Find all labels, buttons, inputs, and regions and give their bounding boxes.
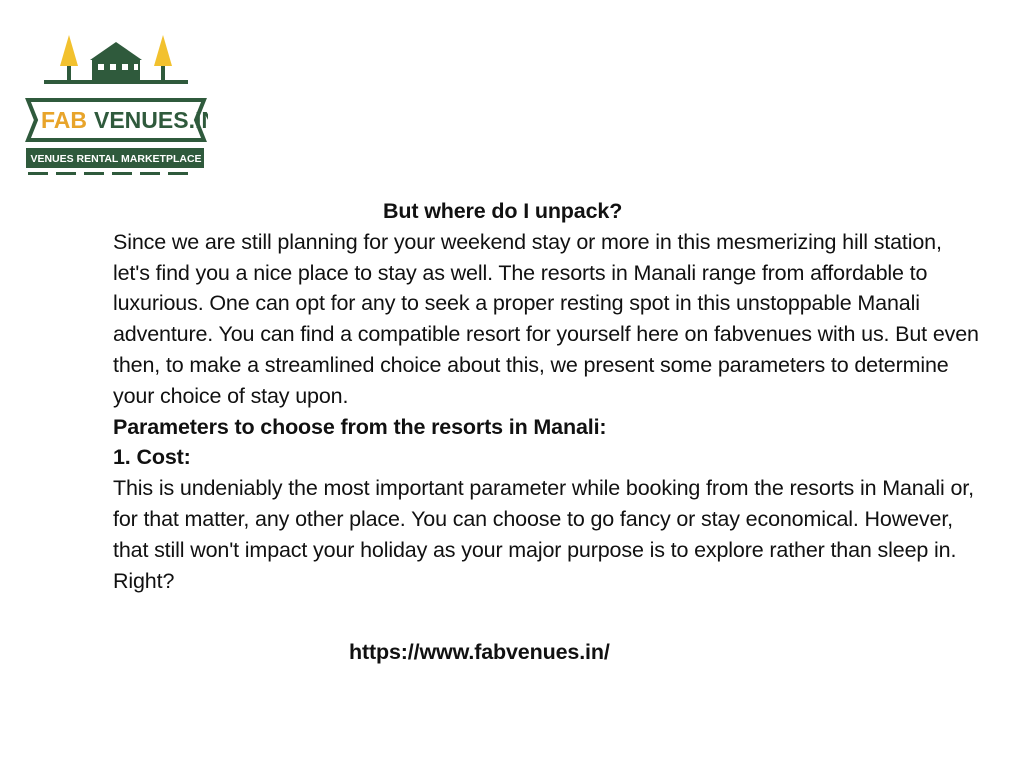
article-heading: But where do I unpack? — [383, 199, 623, 223]
fabvenues-logo[interactable] — [24, 30, 208, 178]
logo-brand-suffix: VENUES.IN — [94, 107, 208, 133]
parameters-heading: Parameters to choose from the resorts in Manali: — [113, 414, 607, 439]
logo-graphic — [24, 30, 208, 178]
blank-line — [113, 596, 983, 627]
intro-paragraph: Since we are still planning for your weekend stay or more in this mesmerizing hill station, let's find you a nice place to stay as well. The resorts in Manali range from affordable to luxurious. One can opt for any to seek a proper resting spot in this unstoppable Manali adventure. You can find a compatible resort for yourself here on fabvenues with us. But even then, to make a streamlined choice about this, we present some parameters to determine your choice of stay upon. — [113, 229, 979, 408]
logo-brand-prefix: FAB — [41, 107, 87, 133]
logo-tagline: VENUES RENTAL MARKETPLACE — [30, 153, 202, 165]
cost-paragraph: This is undeniably the most important parameter while booking from the resorts in Manali or, for that matter, any other place. You can choose to go fancy or stay economical. However, that still won't impact your holiday as your major purpose is to explore rather than sleep in. Right? — [113, 476, 974, 593]
cost-heading: 1. Cost: — [113, 445, 191, 470]
website-link[interactable]: https://www.fabvenues.in/ — [349, 640, 610, 665]
article-body — [113, 196, 983, 668]
